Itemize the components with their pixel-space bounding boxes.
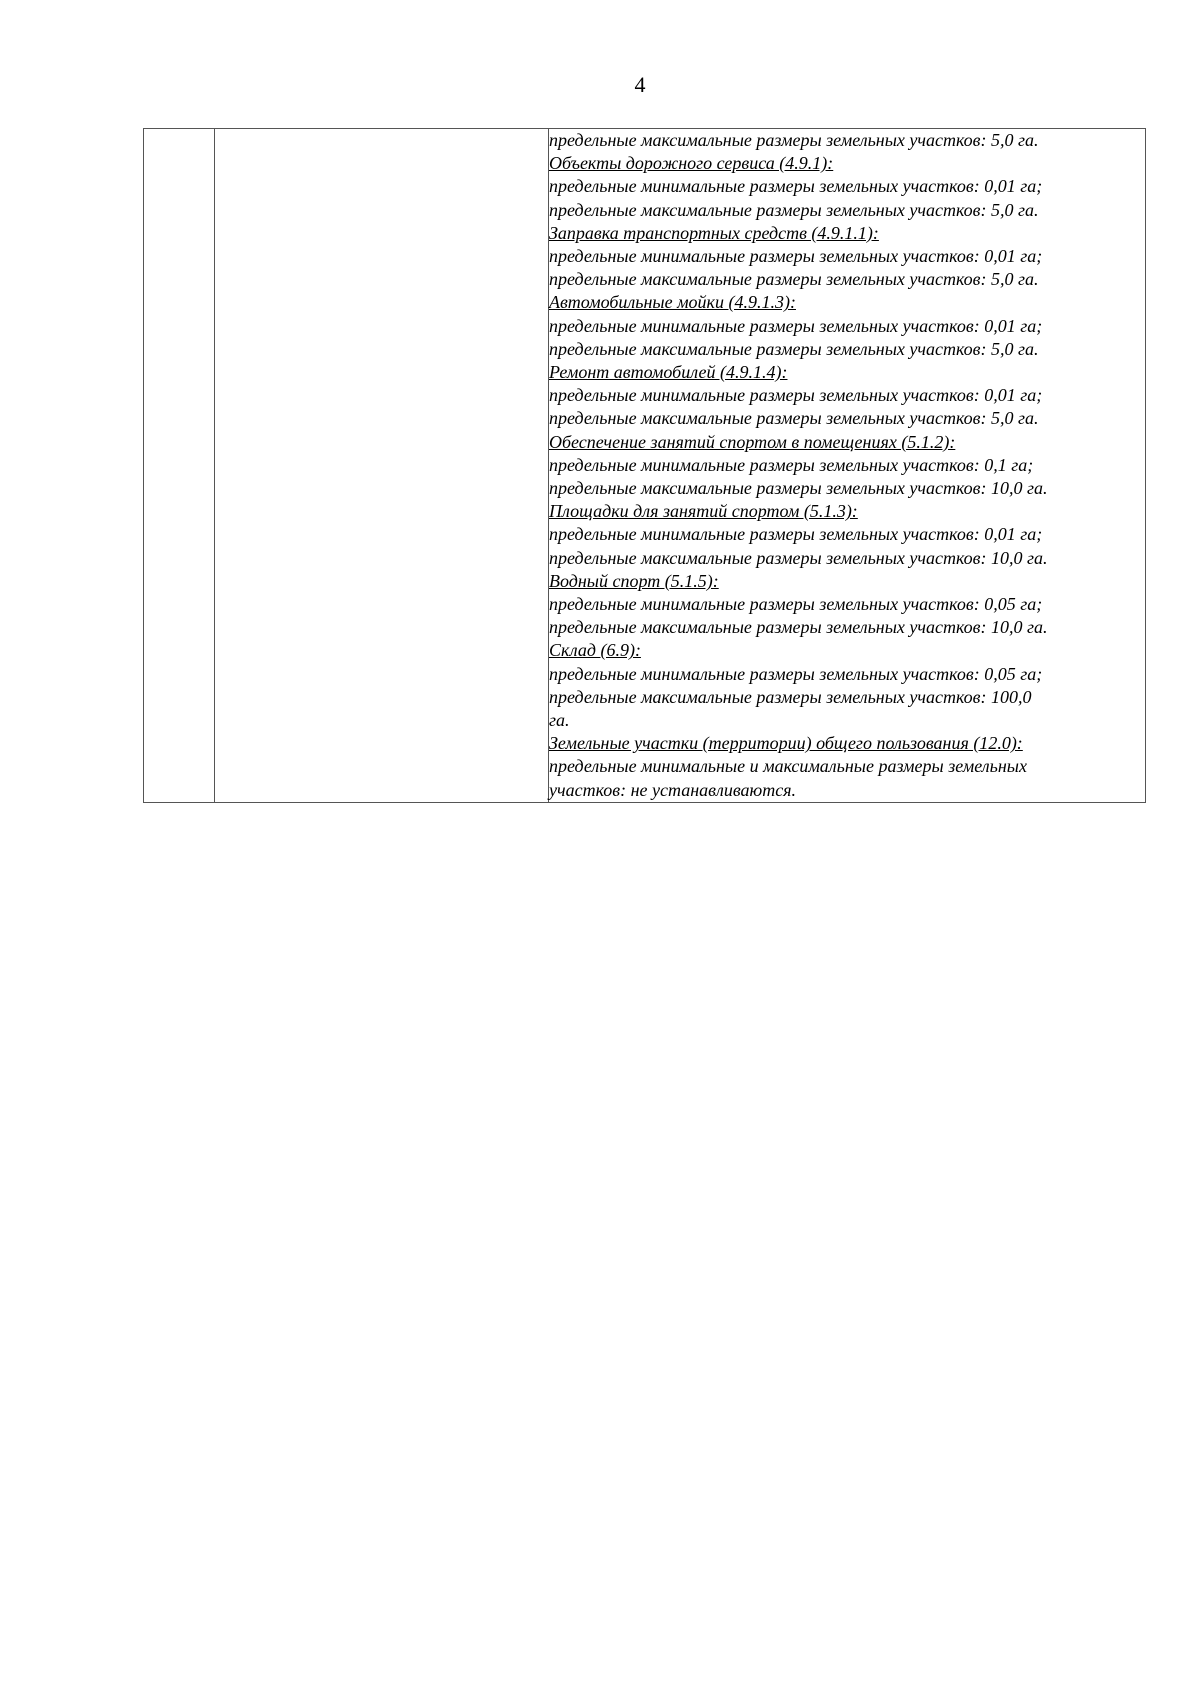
plot-size-parameter-line: га.: [549, 710, 570, 731]
plot-size-parameter-line: предельные минимальные размеры земельных участков: 0,05 га;: [549, 663, 1043, 684]
plot-size-parameter-line: предельные минимальные размеры земельных участков: 0,01 га;: [549, 524, 1043, 545]
plot-size-parameter-line: предельные максимальные размеры земельных участков: 10,0 га.: [549, 617, 1048, 638]
plot-size-parameter-line: предельные максимальные размеры земельных участков: 10,0 га.: [549, 547, 1048, 568]
plot-size-parameter-line: предельные максимальные размеры земельных участков: 100,0: [549, 686, 1032, 707]
plot-size-parameter-line: предельные минимальные и максимальные размеры земельных: [549, 756, 1027, 777]
land-use-type-heading: Площадки для занятий спортом (5.1.3):: [549, 501, 858, 522]
plot-size-parameter-line: предельные минимальные размеры земельных участков: 0,01 га;: [549, 385, 1043, 406]
land-use-type-heading: Заправка транспортных средств (4.9.1.1):: [549, 222, 879, 243]
land-use-type-heading: Склад (6.9):: [549, 640, 641, 661]
land-plot-parameters-cell: [549, 129, 1146, 803]
plot-size-parameter-line: предельные максимальные размеры земельных участков: 5,0 га.: [549, 408, 1039, 429]
land-use-type-heading: Объекты дорожного сервиса (4.9.1):: [549, 153, 834, 174]
land-use-type-heading: Автомобильные мойки (4.9.1.3):: [549, 292, 796, 313]
land-use-type-heading: Ремонт автомобилей (4.9.1.4):: [549, 362, 788, 383]
page-number: 4: [634, 72, 646, 97]
plot-size-parameter-line: предельные минимальные размеры земельных участков: 0,01 га;: [549, 246, 1043, 267]
zone-name-cell: [215, 129, 549, 803]
zoning-parameters-table: [143, 128, 1146, 803]
land-use-type-heading: Обеспечение занятий спортом в помещениях (5.1.2):: [549, 431, 956, 452]
plot-size-parameter-line: предельные минимальные размеры земельных участков: 0,01 га;: [549, 315, 1043, 336]
plot-size-parameter-line: участков: не устанавливаются.: [549, 779, 797, 800]
plot-size-parameter-line: предельные минимальные размеры земельных участков: 0,1 га;: [549, 454, 1034, 475]
plot-size-parameter-line: предельные максимальные размеры земельных участков: 5,0 га.: [549, 130, 1039, 150]
plot-size-parameter-line: предельные максимальные размеры земельных участков: 5,0 га.: [549, 199, 1039, 220]
land-use-type-heading: Водный спорт (5.1.5):: [549, 570, 719, 591]
plot-size-parameter-line: предельные максимальные размеры земельных участков: 5,0 га.: [549, 269, 1039, 290]
row-number-cell: [144, 129, 215, 803]
plot-size-parameter-line: предельные минимальные размеры земельных участков: 0,01 га;: [549, 176, 1043, 197]
plot-size-parameter-line: предельные максимальные размеры земельных участков: 5,0 га.: [549, 338, 1039, 359]
land-use-type-heading: Земельные участки (территории) общего пользования (12.0):: [549, 733, 1023, 754]
plot-size-parameter-line: предельные максимальные размеры земельных участков: 10,0 га.: [549, 478, 1048, 499]
table-body: [144, 129, 1146, 803]
plot-size-parameter-line: предельные минимальные размеры земельных участков: 0,05 га;: [549, 594, 1043, 615]
table-row: [144, 129, 1146, 803]
